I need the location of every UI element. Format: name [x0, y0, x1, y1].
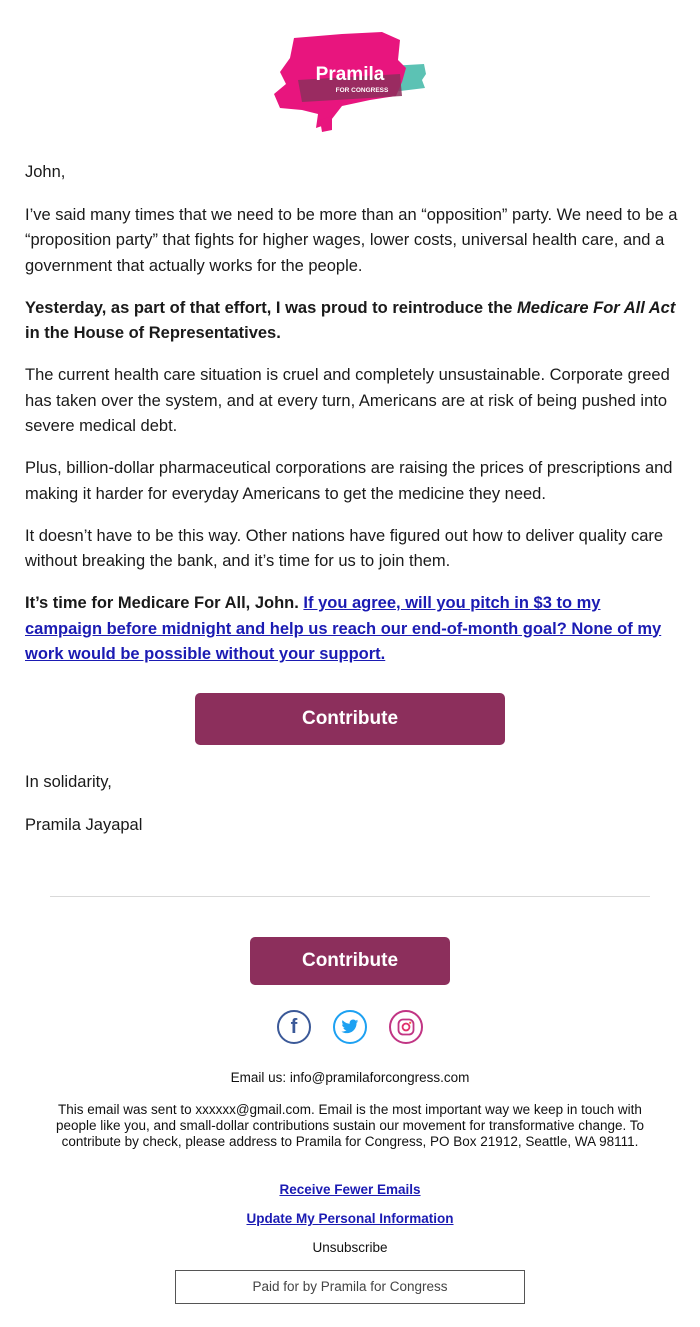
unsubscribe-link[interactable]: Unsubscribe — [312, 1240, 388, 1255]
ask-bold-text: It’s time for Medicare For All, John. — [25, 594, 299, 612]
footer-email-line: Email us: info@pramilaforcongress.com — [230, 1070, 470, 1085]
update-personal-info-link[interactable]: Update My Personal Information — [246, 1211, 454, 1226]
paragraph-opposition: I’ve said many times that we need to be more than an “opposition” party. We need to be a “proposition party” that fights for higher wages, lower costs, universal health care, and a government that actually works for the people. — [25, 205, 678, 275]
footer-divider — [50, 896, 650, 897]
signature: Pramila Jayapal — [25, 816, 143, 834]
email-body — [25, 160, 680, 684]
bill-name: Medicare For All Act — [517, 298, 676, 317]
paragraph-health-care: The current health care situation is cruel and completely unsustainable. Corporate greed has taken over the system, and at every turn, Americans are at risk of being pushed into severe medical debt. — [25, 366, 670, 435]
donate-ask-link[interactable]: If you agree, will you pitch in $3 to my campaign before midnight and help us reach our end-of-month goal? None of my work would be possible without your support. — [25, 594, 662, 663]
twitter-link[interactable] — [333, 1010, 367, 1044]
paragraph-reintroduce — [25, 296, 680, 347]
instagram-icon — [397, 1018, 415, 1036]
signoff: In solidarity, — [25, 773, 112, 791]
twitter-icon — [341, 1019, 359, 1035]
facebook-link[interactable] — [277, 1010, 311, 1044]
paragraph-other-nations: It doesn’t have to be this way. Other nations have figured out how to deliver quality care without breaking the bank, and it’s time for us to join them. — [25, 526, 664, 570]
footer-contribute-button[interactable]: Contribute — [250, 937, 450, 985]
pramila-logo — [272, 30, 428, 134]
contribute-button[interactable]: Contribute — [195, 693, 505, 745]
instagram-link[interactable] — [389, 1010, 423, 1044]
logo-name: Pramila — [315, 64, 385, 85]
paragraph-ask — [25, 591, 680, 668]
greeting: John, — [25, 163, 66, 181]
paragraph-pharma: Plus, billion-dollar pharmaceutical corporations are raising the prices of prescriptions and making it harder for everyday Americans to get the medicine they need. — [25, 459, 673, 503]
reintroduce-text-a: Yesterday, as part of that effort, I was proud to reintroduce the — [25, 298, 518, 317]
footer-disclaimer: This email was sent to xxxxxx@gmail.com. Email is the most important way we keep in touch with people like you, and small-dollar contributions sustain our movement for transformative change. To contribute by check, please address to Pramila for Congress, PO Box 21912, Seattle, WA 98111. — [55, 1102, 645, 1149]
facebook-icon: f — [290, 1016, 298, 1038]
paid-for-disclaimer: Paid for by Pramila for Congress — [175, 1270, 525, 1304]
receive-fewer-emails-link[interactable]: Receive Fewer Emails — [279, 1182, 421, 1197]
reintroduce-text-b: in the House of Representatives. — [25, 324, 281, 342]
logo-tagline: FOR CONGRESS — [335, 87, 389, 94]
